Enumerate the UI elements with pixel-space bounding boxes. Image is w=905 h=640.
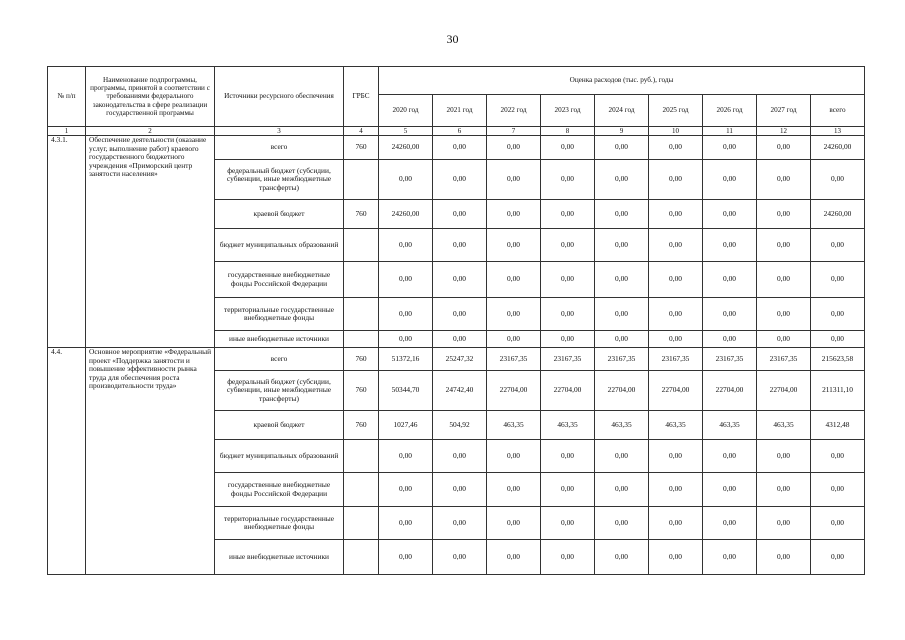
expense-value: 0,00	[487, 298, 541, 331]
funding-source: иные внебюджетные источники	[215, 540, 344, 575]
funding-source: краевой бюджет	[215, 200, 344, 229]
funding-source: государственные внебюджетные фонды Российской Федерации	[215, 262, 344, 298]
expense-value: 0,00	[811, 298, 865, 331]
funding-source: территориальные государственные внебюджетные фонды	[215, 298, 344, 331]
expense-value: 0,00	[703, 298, 757, 331]
expense-value: 22704,00	[649, 371, 703, 411]
expense-value: 0,00	[595, 507, 649, 540]
expense-value: 22704,00	[757, 371, 811, 411]
grbs-code: 760	[344, 200, 379, 229]
expense-value: 0,00	[595, 136, 649, 160]
expense-value: 0,00	[595, 229, 649, 262]
expense-value: 0,00	[757, 331, 811, 348]
expense-value: 0,00	[487, 507, 541, 540]
expense-value: 25247,32	[433, 348, 487, 371]
expense-value: 0,00	[379, 229, 433, 262]
expense-value: 0,00	[811, 507, 865, 540]
expense-value: 0,00	[757, 507, 811, 540]
column-number-cell: 4	[344, 127, 379, 136]
expense-value: 0,00	[541, 229, 595, 262]
funding-source: бюджет муниципальных образований	[215, 440, 344, 473]
expense-value: 0,00	[433, 262, 487, 298]
expense-value: 0,00	[595, 200, 649, 229]
expense-value: 211311,10	[811, 371, 865, 411]
expense-value: 463,35	[757, 411, 811, 440]
expense-value: 463,35	[703, 411, 757, 440]
header-estimate: Оценка расходов (тыс. руб.), годы	[379, 67, 865, 95]
funding-source: иные внебюджетные источники	[215, 331, 344, 348]
expense-value: 0,00	[757, 200, 811, 229]
expense-value: 0,00	[379, 507, 433, 540]
expense-value: 0,00	[541, 440, 595, 473]
expense-value: 0,00	[433, 331, 487, 348]
expense-value: 0,00	[433, 507, 487, 540]
expense-value: 0,00	[703, 540, 757, 575]
expense-value: 0,00	[433, 473, 487, 507]
expense-value: 0,00	[649, 200, 703, 229]
column-number-cell: 12	[757, 127, 811, 136]
year-header-cell: 2026 год	[703, 95, 757, 127]
expense-value: 0,00	[595, 331, 649, 348]
expense-value: 0,00	[487, 200, 541, 229]
item-number: 4.4.	[48, 348, 86, 575]
grbs-code	[344, 331, 379, 348]
expense-value: 463,35	[541, 411, 595, 440]
expense-value: 0,00	[487, 440, 541, 473]
item-number: 4.3.1.	[48, 136, 86, 348]
expense-value: 0,00	[595, 540, 649, 575]
expense-value: 0,00	[487, 229, 541, 262]
column-number-cell: 2	[86, 127, 215, 136]
header-name: Наименование подпрограммы, программы, принятой в соответствии с требованиями федерального законодательства в сфере реализации государственной программы	[86, 67, 215, 127]
grbs-code	[344, 473, 379, 507]
expense-value: 0,00	[649, 229, 703, 262]
grbs-code	[344, 262, 379, 298]
column-number-row	[48, 127, 865, 136]
expense-value: 0,00	[433, 540, 487, 575]
year-header-cell: 2021 год	[433, 95, 487, 127]
expense-value: 0,00	[811, 229, 865, 262]
expense-value: 0,00	[379, 473, 433, 507]
expense-value: 0,00	[433, 200, 487, 229]
expense-value: 0,00	[379, 160, 433, 200]
expense-value: 0,00	[595, 473, 649, 507]
expense-value: 24260,00	[379, 136, 433, 160]
column-number-cell: 6	[433, 127, 487, 136]
expense-value: 22704,00	[541, 371, 595, 411]
expense-value: 0,00	[541, 160, 595, 200]
funding-source: государственные внебюджетные фонды Российской Федерации	[215, 473, 344, 507]
funding-source: федеральный бюджет (субсидии, субвенции, иные межбюджетные трансферты)	[215, 160, 344, 200]
grbs-code: 760	[344, 136, 379, 160]
funding-source: бюджет муниципальных образований	[215, 229, 344, 262]
expense-value: 23167,35	[595, 348, 649, 371]
expense-value: 0,00	[649, 507, 703, 540]
expense-value: 0,00	[703, 440, 757, 473]
expense-value: 4312,48	[811, 411, 865, 440]
expense-value: 22704,00	[595, 371, 649, 411]
expense-value: 23167,35	[649, 348, 703, 371]
expense-value: 0,00	[379, 331, 433, 348]
expense-value: 0,00	[811, 540, 865, 575]
expense-value: 0,00	[487, 473, 541, 507]
expense-value: 0,00	[703, 331, 757, 348]
expense-value: 24742,40	[433, 371, 487, 411]
table-body	[48, 136, 865, 575]
page-number: 30	[446, 32, 459, 46]
year-header-cell: 2023 год	[541, 95, 595, 127]
expense-value: 0,00	[433, 298, 487, 331]
column-number-cell: 7	[487, 127, 541, 136]
year-header-cell: 2027 год	[757, 95, 811, 127]
expense-value: 0,00	[541, 331, 595, 348]
column-number-cell: 3	[215, 127, 344, 136]
grbs-code: 760	[344, 371, 379, 411]
expense-value: 0,00	[703, 473, 757, 507]
funding-source: всего	[215, 348, 344, 371]
column-number-cell: 1	[48, 127, 86, 136]
expense-value: 24260,00	[379, 200, 433, 229]
expense-value: 0,00	[541, 473, 595, 507]
column-number-cell: 13	[811, 127, 865, 136]
expense-value: 0,00	[811, 473, 865, 507]
expense-value: 0,00	[595, 440, 649, 473]
year-header-cell: 2020 год	[379, 95, 433, 127]
column-number-cell: 10	[649, 127, 703, 136]
expense-value: 0,00	[433, 136, 487, 160]
expense-value: 1027,46	[379, 411, 433, 440]
table-row	[48, 136, 865, 160]
expense-value: 504,92	[433, 411, 487, 440]
expense-value: 0,00	[811, 262, 865, 298]
expense-value: 0,00	[757, 262, 811, 298]
expense-value: 463,35	[649, 411, 703, 440]
expense-value: 0,00	[757, 473, 811, 507]
year-header-cell: 2022 год	[487, 95, 541, 127]
expense-value: 0,00	[595, 298, 649, 331]
funding-source: краевой бюджет	[215, 411, 344, 440]
expense-value: 0,00	[757, 229, 811, 262]
budget-table	[47, 66, 865, 575]
expense-value: 0,00	[433, 440, 487, 473]
expense-value: 0,00	[487, 331, 541, 348]
funding-source: всего	[215, 136, 344, 160]
grbs-code	[344, 229, 379, 262]
expense-value: 0,00	[757, 540, 811, 575]
expense-value: 0,00	[703, 507, 757, 540]
expense-value: 0,00	[487, 160, 541, 200]
grbs-code: 760	[344, 411, 379, 440]
expense-value: 0,00	[649, 160, 703, 200]
expense-value: 23167,35	[541, 348, 595, 371]
expense-value: 0,00	[649, 262, 703, 298]
expense-value: 23167,35	[703, 348, 757, 371]
expense-value: 0,00	[541, 136, 595, 160]
expense-value: 0,00	[703, 136, 757, 160]
column-number-cell: 8	[541, 127, 595, 136]
header-num: № п/п	[48, 67, 86, 127]
expense-value: 0,00	[757, 136, 811, 160]
expense-value: 463,35	[595, 411, 649, 440]
expense-value: 0,00	[649, 298, 703, 331]
expense-value: 0,00	[811, 440, 865, 473]
item-name: Обеспечение деятельности (оказание услуг, выполнение работ) краевого государственного бюджетного учреждения «Приморский центр занятости населения»	[86, 136, 215, 348]
grbs-code	[344, 160, 379, 200]
expense-value: 0,00	[703, 229, 757, 262]
expense-value: 0,00	[379, 540, 433, 575]
expense-value: 0,00	[541, 298, 595, 331]
grbs-code: 760	[344, 348, 379, 371]
year-header-cell: 2024 год	[595, 95, 649, 127]
expense-value: 0,00	[379, 262, 433, 298]
item-name: Основное мероприятие «Федеральный проект «Поддержка занятости и повышение эффективности рынка труда для обеспечения роста производительности труда»	[86, 348, 215, 575]
expense-value: 0,00	[541, 540, 595, 575]
expense-value: 23167,35	[487, 348, 541, 371]
expense-value: 0,00	[649, 473, 703, 507]
grbs-code	[344, 507, 379, 540]
column-number-cell: 11	[703, 127, 757, 136]
expense-value: 0,00	[649, 136, 703, 160]
expense-value: 0,00	[541, 507, 595, 540]
expense-value: 0,00	[595, 160, 649, 200]
expense-value: 0,00	[811, 160, 865, 200]
grbs-code	[344, 440, 379, 473]
expense-value: 215623,58	[811, 348, 865, 371]
expense-value: 24260,00	[811, 200, 865, 229]
expense-value: 0,00	[433, 229, 487, 262]
column-number-cell: 9	[595, 127, 649, 136]
grbs-code	[344, 540, 379, 575]
funding-source: территориальные государственные внебюджетные фонды	[215, 507, 344, 540]
expense-value: 23167,35	[757, 348, 811, 371]
expense-value: 0,00	[811, 331, 865, 348]
expense-value: 0,00	[649, 331, 703, 348]
expense-value: 0,00	[487, 540, 541, 575]
expense-value: 0,00	[595, 262, 649, 298]
expense-value: 0,00	[487, 262, 541, 298]
expense-value: 0,00	[379, 440, 433, 473]
header-source: Источники ресурсного обеспечения	[215, 67, 344, 127]
expense-value: 22704,00	[703, 371, 757, 411]
table-row	[48, 348, 865, 371]
grbs-code	[344, 298, 379, 331]
header-grbs: ГРБС	[344, 67, 379, 127]
expense-value: 0,00	[541, 200, 595, 229]
expense-value: 0,00	[541, 262, 595, 298]
expense-value: 0,00	[757, 440, 811, 473]
expense-value: 24260,00	[811, 136, 865, 160]
expense-value: 0,00	[379, 298, 433, 331]
year-header-cell: 2025 год	[649, 95, 703, 127]
column-number-cell: 5	[379, 127, 433, 136]
expense-value: 0,00	[433, 160, 487, 200]
year-header-cell: всего	[811, 95, 865, 127]
funding-source: федеральный бюджет (субсидии, субвенции, иные межбюджетные трансферты)	[215, 371, 344, 411]
expense-value: 0,00	[757, 160, 811, 200]
expense-value: 51372,16	[379, 348, 433, 371]
expense-value: 0,00	[487, 136, 541, 160]
expense-value: 0,00	[703, 200, 757, 229]
expense-value: 0,00	[757, 298, 811, 331]
expense-value: 0,00	[703, 262, 757, 298]
expense-value: 50344,70	[379, 371, 433, 411]
expense-value: 0,00	[649, 540, 703, 575]
expense-value: 22704,00	[487, 371, 541, 411]
expense-value: 0,00	[703, 160, 757, 200]
expense-value: 463,35	[487, 411, 541, 440]
expense-value: 0,00	[649, 440, 703, 473]
